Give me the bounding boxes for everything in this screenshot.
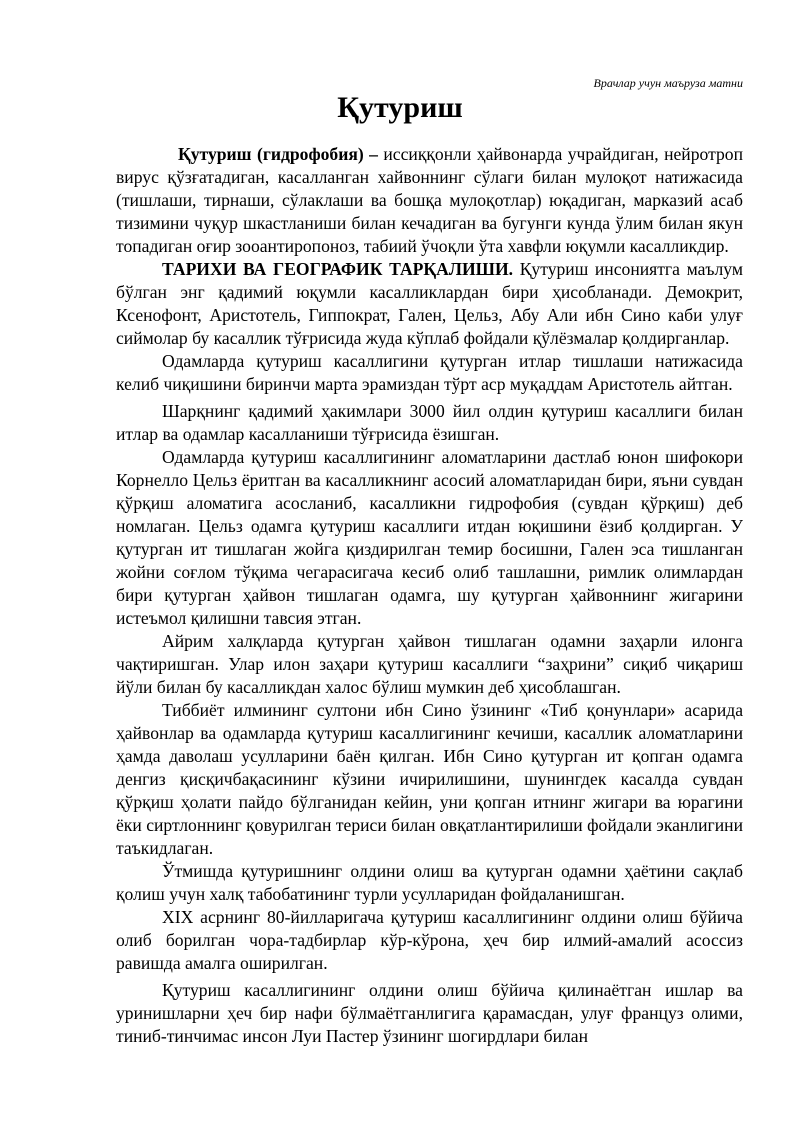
paragraph-history-heading bbox=[116, 258, 743, 350]
paragraph-text: иссиққонли ҳайвонарда учрайдиган, нейротроп вирус қўзғатадиган, касалланган хайвоннинг сўлаги билан мулоқот натижасида (тишлаши, тирнаши, сўлаклаши ва бошқа мулоқотлар) юқадиган, марказий асаб тизимини чуқур шкастланиши билан кечадиган ва бугунги кунда ўлим билан якун топадиган оғир зооантиропоноз, табиий ўчоқли ўта хавфли юқумли касалликдир. bbox=[116, 144, 743, 256]
paragraph-celsus bbox=[116, 446, 743, 630]
document-body bbox=[116, 143, 743, 1048]
paragraph-text: Шарқнинг қадимий ҳакимлари 3000 йил олдин қутуриш касаллиги билан итлар ва одамлар касалланиши тўғрисида ёзишган. bbox=[116, 401, 743, 444]
section-heading: ТАРИХИ ВА ГЕОГРАФИК ТАРҚАЛИШИ. bbox=[162, 259, 514, 279]
paragraph-snake-venom bbox=[116, 630, 743, 699]
paragraph-definition bbox=[116, 143, 743, 258]
paragraph-text: Ўтмишда қутуришнинг олдини олиш ва қутурган одамни ҳаётини сақлаб қолиш учун халқ табобатининг турли усулларидан фойдаланишган. bbox=[116, 861, 743, 904]
paragraph-ibn-sino bbox=[116, 699, 743, 860]
paragraph-text: Одамларда қутуриш касаллигини қутурган итлар тишлаши натижасида келиб чиқишини биринчи марта эрамиздан тўрт аср муқаддам Аристотель айтган. bbox=[116, 351, 743, 394]
paragraph-eastern-physicians bbox=[116, 400, 743, 446]
paragraph-lead: Қутуриш (гидрофобия) – bbox=[178, 144, 378, 164]
paragraph-aristotle bbox=[116, 350, 743, 396]
paragraph-text: Тиббиёт илмининг султони ибн Сино ўзининг «Тиб қонунлари» асарида ҳайвонлар ва одамларда қутуриш касаллигининг кечиши, касаллик аломатларини ҳамда даволаш усулларини баён қилган. Ибн Сино қутурган ит қопган одамга денгиз қисқичбақасининг кўзини ичирилишини, шунингдек касалда сувдан қўрқиш ҳолати пайдо бўлганидан кейин, уни қопган итнинг жигари ва юрагини ёки сиртлоннинг қовурилган териси билан овқатлантирилиши фойдали эканлигини таъкидлаган. bbox=[116, 700, 743, 858]
paragraph-folk-medicine bbox=[116, 860, 743, 906]
paragraph-19th-century bbox=[116, 906, 743, 975]
paragraph-text: Одамларда қутуриш касаллигининг аломатларини дастлаб юнон шифокори Корнелло Цельз ёритган ва касалликнинг асосий аломатларидан бири, яъни сувдан қўрқиш аломатига асосланиб, касалликни гидрофобия (сувдан қўрқиш) деб номлаган. Цельз одамга қутуриш касаллиги итдан юқишини ёзиб қолдирган. У қутурган ит тишлаган жойга қиздирилган темир босишни, Гален эса тишланган жойни соғлом тўқима чегарасигача кесиб олиб ташлашни, римлик олимлардан бири қутурган ҳайвон тишлаган одамга, шу қутурган ҳайвоннинг жигарини истеъмол қилишни тавсия этган. bbox=[116, 447, 743, 628]
paragraph-text: Қутуриш инсониятга маълум бўлган энг қадимий юқумли касалликлардан бири ҳисобланади. Демокрит, Ксенофонт, Аристотель, Гиппократ, Гален, Цельз, Абу Али ибн Сино каби улуғ сиймолар бу касаллик тўғрисида жуда кўплаб фойдали қўлёзмалар қолдирганлар. bbox=[116, 259, 743, 348]
paragraph-text: Қутуриш касаллигининг олдини олиш бўйича қилинаётган ишлар ва уринишларни ҳеч бир нафи бўлмаётганлигига қарамасдан, улуғ француз олими, тиниб-тинчимас инсон Луи Пастер ўзининг шогирдлари билан bbox=[116, 980, 743, 1046]
header-note: Врачлар учун маъруза матни bbox=[593, 76, 743, 90]
paragraph-text: XIX асрнинг 80-йилларигача қутуриш касаллигининг олдини олиш бўйича олиб борилган чора-тадбирлар кўр-кўрона, ҳеч бир илмий-амалий асоссиз равишда амалга оширилган. bbox=[116, 907, 743, 973]
paragraph-pasteur bbox=[116, 979, 743, 1048]
paragraph-text: Айрим халқларда қутурган ҳайвон тишлаган одамни заҳарли илонга чақтиришган. Улар илон заҳари қутуриш касаллиги “заҳрини” сиқиб чиқариш йўли билан бу касалликдан халос бўлиш мумкин деб ҳисоблашган. bbox=[116, 631, 743, 697]
document-title: Қутуриш bbox=[337, 91, 463, 124]
